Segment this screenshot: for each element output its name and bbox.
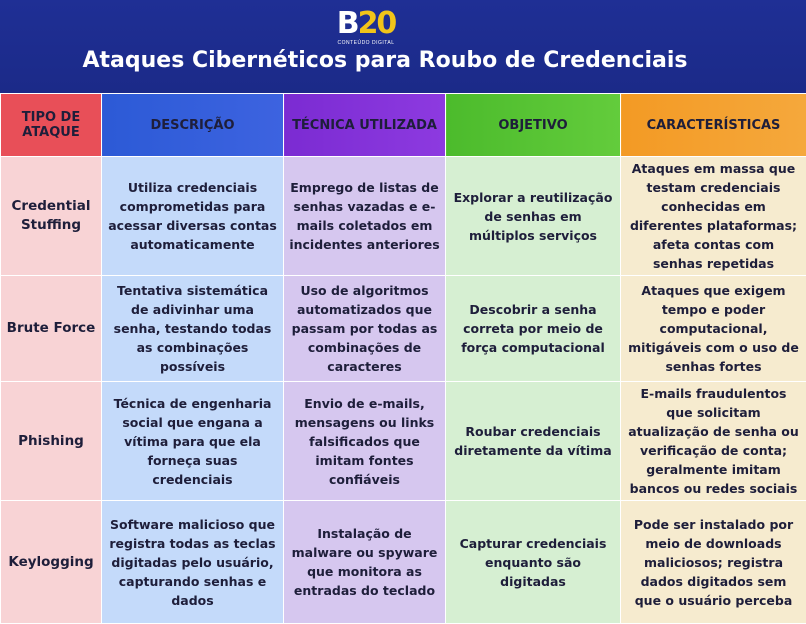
cell-descricao: Utiliza credenciais comprometidas para acessar diversas contas automaticamente <box>102 157 284 276</box>
cell-objetivo: Capturar credenciais enquanto são digitadas <box>446 501 621 624</box>
cell-caracteristicas: Ataques em massa que testam credenciais conhecidas em diferentes plataformas; afeta contas com senhas repetidas <box>621 157 806 276</box>
cell-descricao: Software malicioso que registra todas as teclas digitadas pelo usuário, capturando senhas e dados <box>102 501 284 624</box>
header-tipo-de-ataque: TIPO DE ATAQUE <box>1 94 102 157</box>
header-objetivo: OBJETIVO <box>446 94 621 157</box>
cell-tipo: Brute Force <box>1 276 102 382</box>
cell-descricao: Tentativa sistemática de adivinhar uma senha, testando todas as combinações possíveis <box>102 276 284 382</box>
header-banner <box>0 0 806 93</box>
cell-tipo: Phishing <box>1 382 102 501</box>
cell-tecnica: Instalação de malware ou spyware que monitora as entradas do teclado <box>284 501 446 624</box>
cell-objetivo: Roubar credenciais diretamente da vítima <box>446 382 621 501</box>
header-caracteristicas: CARACTERÍSTICAS <box>621 94 806 157</box>
cell-descricao: Técnica de engenharia social que engana a vítima para que ela forneça suas credenciais <box>102 382 284 501</box>
cell-caracteristicas: Pode ser instalado por meio de downloads maliciosos; registra dados digitados sem que o usuário perceba <box>621 501 806 624</box>
page-title: Ataques Cibernéticos para Roubo de Credenciais <box>0 46 770 76</box>
cell-tipo: Credential Stuffing <box>1 157 102 276</box>
cell-tecnica: Emprego de listas de senhas vazadas e e-mails coletados em incidentes anteriores <box>284 157 446 276</box>
cell-objetivo: Explorar a reutilização de senhas em múltiplos serviços <box>446 157 621 276</box>
table-row <box>1 382 806 501</box>
table-row <box>1 501 806 624</box>
logo-mark: B20 <box>336 8 396 40</box>
table-row <box>1 276 806 382</box>
header-descricao: DESCRIÇÃO <box>102 94 284 157</box>
cell-caracteristicas: Ataques que exigem tempo e poder computacional, mitigáveis com o uso de senhas fortes <box>621 276 806 382</box>
table-header-row <box>1 94 806 157</box>
cell-tecnica: Uso de algoritmos automatizados que passam por todas as combinações de caracteres <box>284 276 446 382</box>
table-row <box>1 157 806 276</box>
cell-tecnica: Envio de e-mails, mensagens ou links falsificados que imitam fontes confiáveis <box>284 382 446 501</box>
cell-tipo: Keylogging <box>1 501 102 624</box>
header-tecnica-utilizada: TÉCNICA UTILIZADA <box>284 94 446 157</box>
attacks-table <box>0 93 806 624</box>
logo-subtitle: CONTEÚDO DIGITAL <box>336 40 396 46</box>
cell-caracteristicas: E-mails fraudulentos que solicitam atualização de senha ou verificação de conta; geralmente imitam bancos ou redes sociais <box>621 382 806 501</box>
cell-objetivo: Descobrir a senha correta por meio de força computacional <box>446 276 621 382</box>
